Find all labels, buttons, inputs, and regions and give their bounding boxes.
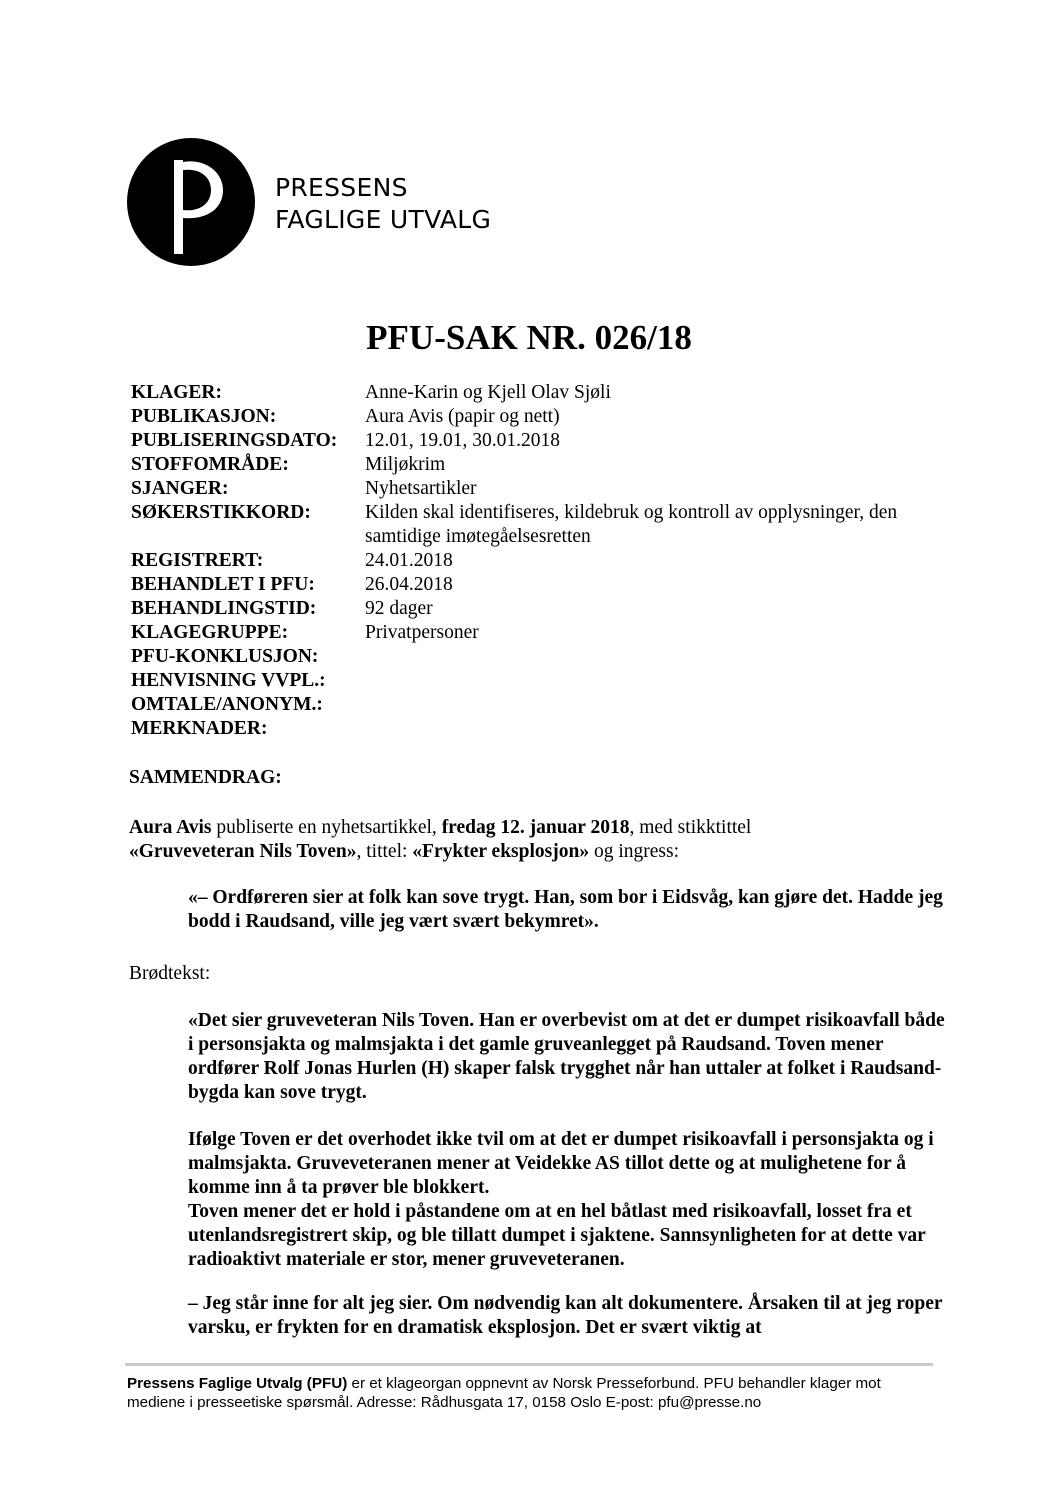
article-title: «Frykter eksplosjon» [412, 841, 590, 862]
body-label: Brødtekst: [129, 963, 211, 984]
body-quote-paragraph-1 [188, 1009, 948, 1105]
logo-line-1: PRESSENS [275, 173, 408, 202]
meta-value: 12.01, 19.01, 30.01.2018 [365, 430, 560, 451]
meta-row [131, 645, 931, 669]
meta-value: Miljøkrim [365, 454, 446, 475]
body-quote-text: Ifølge Toven er det overhodet ikke tvil om at det er dumpet risikoavfall i personsjakta og i malmsjakta. Gruveveteranen mener at Veidekke AS tillot dette og at mulighetene for å komme inn å ta prøver ble blokkert. [188, 1129, 934, 1198]
meta-label: SJANGER: [131, 478, 229, 499]
meta-value: Privatpersoner [365, 622, 479, 643]
meta-label: KLAGEGRUPPE: [131, 622, 289, 643]
lead-quote [188, 886, 948, 934]
pfu-p-logo-icon [127, 138, 255, 266]
body-quote-text: – Jeg står inne for alt jeg sier. Om nødvendig kan alt dokumentere. Årsaken til at jeg roper varsku, er frykten for en dramatisk eksplosjon. Det er svært viktig at [188, 1293, 943, 1338]
meta-label: REGISTRERT: [131, 550, 264, 571]
meta-value [365, 669, 931, 693]
footer-org: Pressens Faglige Utvalg (PFU) [127, 1375, 348, 1392]
body-quote-paragraph-3 [188, 1292, 948, 1340]
meta-value [365, 645, 931, 669]
meta-label: HENVISNING VVPL.: [131, 670, 326, 691]
meta-label: OMTALE/ANONYM.: [131, 694, 323, 715]
intro-paragraph [129, 816, 929, 864]
meta-value: 26.04.2018 [365, 574, 453, 595]
logo-line-2: FAGLIGE UTVALG [275, 205, 492, 234]
intro-text: publiserte en nyhetsartikkel, [211, 817, 442, 838]
meta-row [131, 573, 931, 597]
meta-value: 24.01.2018 [365, 550, 453, 571]
meta-row [131, 477, 931, 501]
meta-row [131, 405, 931, 429]
meta-label: BEHANDLET I PFU: [131, 574, 315, 595]
meta-row [131, 597, 931, 621]
meta-row [131, 717, 931, 741]
body-quote-paragraph-2 [188, 1128, 948, 1272]
meta-label: PUBLISERINGSDATO: [131, 430, 338, 451]
intro-text: , med stikktittel [629, 817, 752, 838]
case-metadata [131, 381, 931, 741]
meta-row [131, 549, 931, 573]
meta-label: PFU-KONKLUSJON: [131, 646, 319, 667]
body-quote-text: «Det sier gruveveteran Nils Toven. Han er overbevist om at det er dumpet risikoavfall både i personsjakta og malmsjakta i det gamle gruveanlegget på Raudsand. Toven mener ordfører Rolf Jonas Hurlen (H) skaper falsk trygghet når han uttaler at folket i Raudsand-bygda kan sove trygt. [188, 1010, 945, 1103]
meta-row [131, 381, 931, 405]
meta-value: Kilden skal identifiseres, kildebruk og kontroll av opplysninger, den samtidige imøtegåelsesretten [365, 502, 898, 547]
meta-row [131, 621, 931, 645]
meta-row [131, 453, 931, 477]
meta-row [131, 693, 931, 717]
meta-row [131, 669, 931, 693]
meta-label: KLAGER: [131, 382, 223, 403]
meta-value: Aura Avis (papir og nett) [365, 406, 560, 427]
intro-text: , tittel: [356, 841, 413, 862]
footer-divider [125, 1363, 933, 1366]
lead-quote-text: «– Ordføreren sier at folk kan sove trygt. Han, som bor i Eidsvåg, kan gjøre det. Hadde jeg bodd i Raudsand, ville jeg vært svært bekymret». [188, 887, 943, 932]
meta-label: BEHANDLINGSTID: [131, 598, 317, 619]
publication-date: fredag 12. januar 2018 [441, 817, 630, 838]
body-quote-text: Toven mener det er hold i påstandene om at en hel båtlast med risikoavfall, losset fra et utenlandsregistrert skip, og ble tillatt dumpet i sjaktene. Sannsynligheten for at dette var radioaktivt materiale er stor, mener gruveveteranen. [188, 1201, 926, 1270]
page-footer [127, 1374, 937, 1412]
meta-label: MERKNADER: [131, 718, 268, 739]
meta-value [365, 693, 931, 717]
meta-row [131, 501, 931, 549]
case-title: PFU-SAK NR. 026/18 [366, 318, 692, 357]
meta-value: Nyhetsartikler [365, 478, 477, 499]
meta-label: PUBLIKASJON: [131, 406, 277, 427]
footer-text: er et klageorgan oppnevnt av Norsk Presseforbund. PFU behandler klager mot mediene i presseetiske spørsmål. Adresse: Rådhusgata 17, 0158 Oslo E-post: pfu@presse.no [127, 1375, 881, 1411]
article-kicker: «Gruveveteran Nils Toven» [129, 841, 357, 862]
summary-heading: SAMMENDRAG: [129, 767, 282, 788]
meta-value: Anne-Karin og Kjell Olav Sjøli [365, 382, 611, 403]
logo-wordmark [275, 172, 491, 236]
meta-label: SØKERSTIKKORD: [131, 502, 311, 523]
publication-name: Aura Avis [129, 817, 212, 838]
meta-value [365, 717, 931, 741]
meta-row [131, 429, 931, 453]
intro-text: og ingress: [589, 841, 679, 862]
meta-value: 92 dager [365, 598, 433, 619]
meta-label: STOFFOMRÅDE: [131, 454, 289, 475]
